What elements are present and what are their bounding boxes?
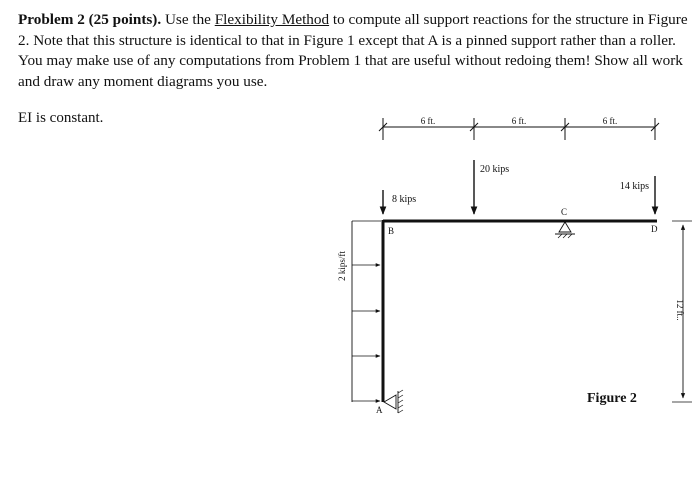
- distributed-load: [352, 221, 381, 402]
- height-label: 12 ft..: [675, 299, 685, 321]
- roller-support-c: [555, 222, 575, 238]
- distributed-load-label: 2 kips/ft: [337, 251, 347, 281]
- label-b: B: [388, 226, 395, 236]
- dim-label-1: 6 ft.: [420, 116, 436, 126]
- figure-caption: Figure 2: [587, 391, 637, 406]
- label-c: C: [561, 207, 568, 217]
- label-a: A: [376, 405, 383, 415]
- load-label-14-kips: 14 kips: [619, 181, 649, 192]
- problem-text-2: to compute all support reactions for the structure in Figure 2. Note that this structure is identical to that in Figure 1 except that A is a pinned support rather than a roller. You may make use of any computations from Problem 1 that are useful without redoing them! Show all work and draw any moment diagrams you use.: [18, 11, 688, 90]
- pin-support-a: [384, 390, 403, 413]
- problem-heading: Problem 2 (25 points).: [18, 11, 162, 28]
- ei-note: EI is constant.: [18, 110, 104, 126]
- flexibility-method-link: Flexibility Method: [214, 11, 330, 28]
- dim-label-3: 6 ft.: [602, 116, 618, 126]
- dim-label-2: 6 ft.: [511, 116, 527, 126]
- load-label-8-kips: 8 kips: [392, 194, 417, 205]
- problem-text-1: Use the: [161, 11, 215, 28]
- load-label-20-kips: 20 kips: [480, 164, 510, 175]
- label-d: D: [651, 224, 658, 234]
